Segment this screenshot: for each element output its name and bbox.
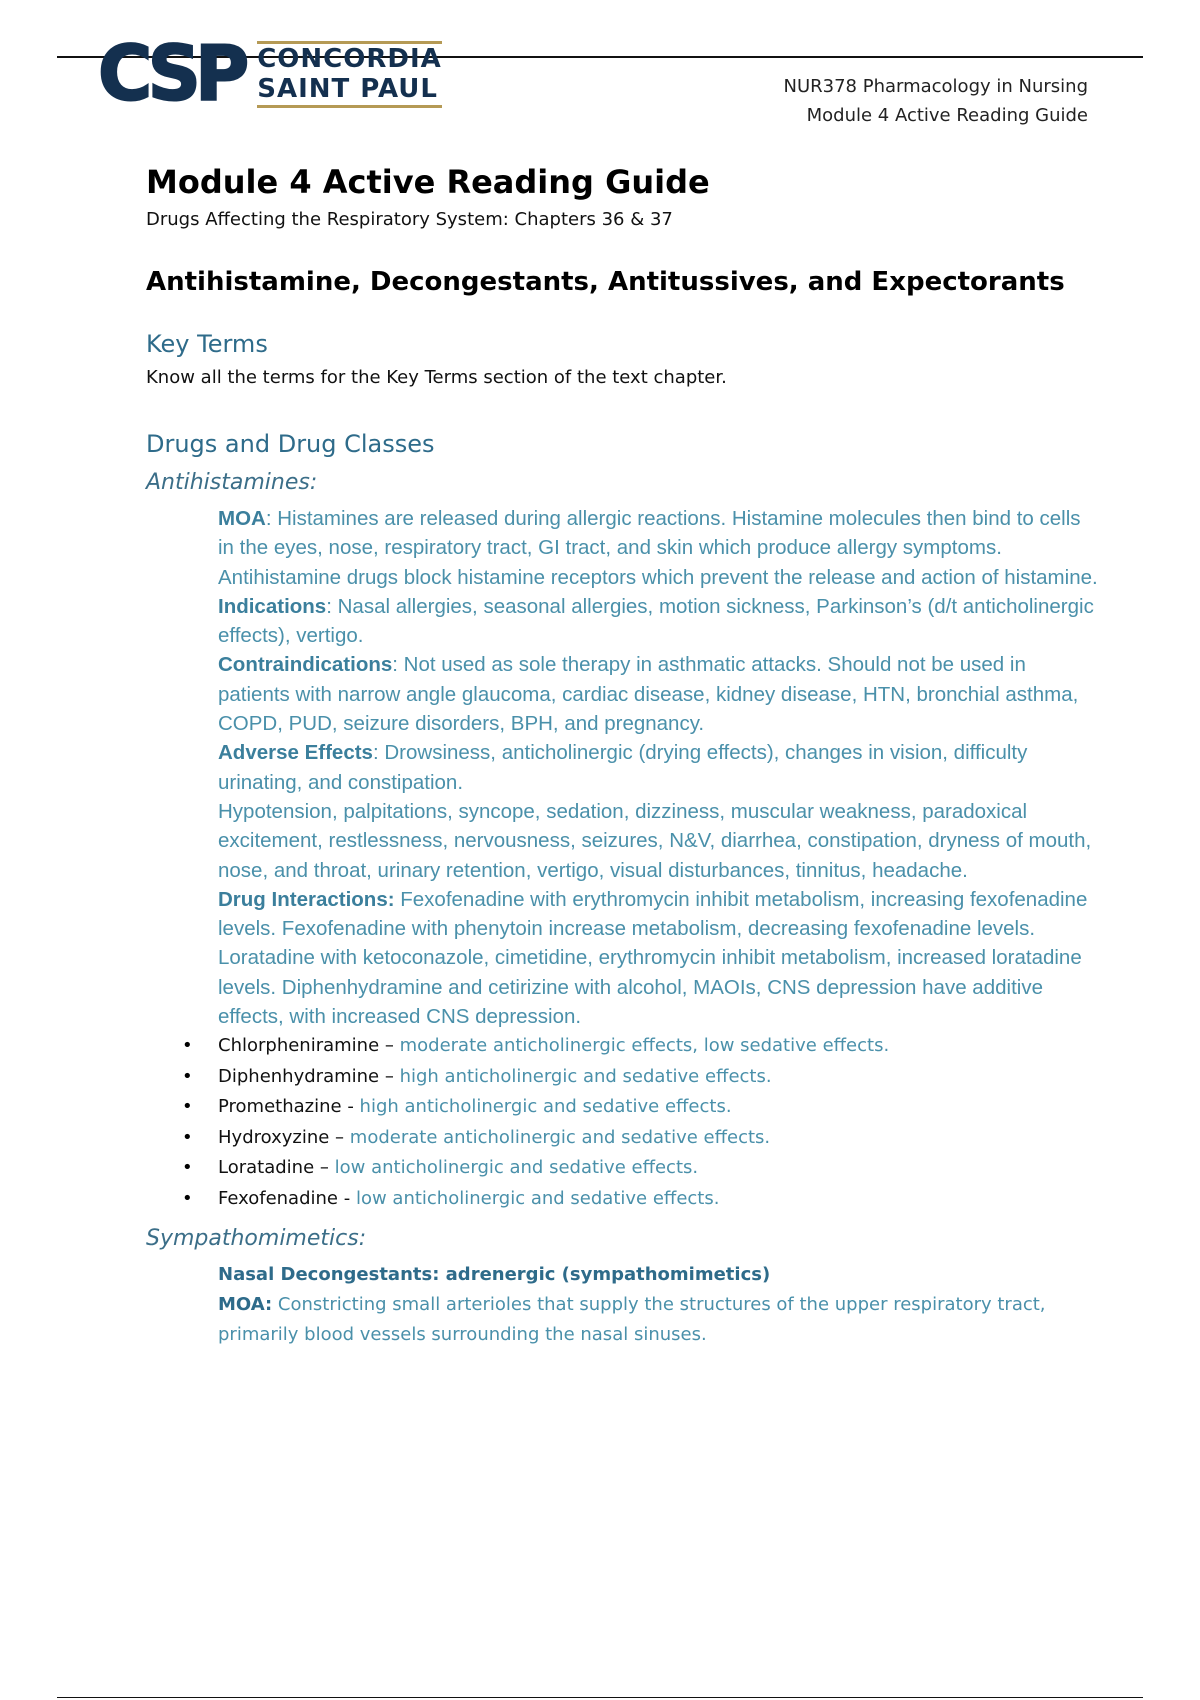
drug-effects: low anticholinergic and sedative effects. — [334, 1157, 699, 1179]
antihistamines-details — [218, 504, 1098, 1031]
drug-interactions-paragraph — [218, 885, 1098, 1031]
drug-name: Promethazine — [218, 1096, 342, 1118]
drug-list-item — [146, 1062, 1096, 1093]
indications-text: : Nasal allergies, seasonal allergies, motion sickness, Parkinson’s (d/t anticholinergic effects), vertigo. — [218, 594, 1094, 648]
contraindications-label: Contraindications — [218, 653, 393, 677]
document-body — [146, 160, 1096, 1350]
drug-separator: – — [379, 1065, 400, 1087]
bullet-icon: • — [182, 1126, 193, 1148]
drug-name: Loratadine — [218, 1157, 315, 1179]
drug-list-item — [146, 1123, 1096, 1154]
key-terms-text: Know all the terms for the Key Terms section of the text chapter. — [146, 367, 727, 388]
csp-logo — [98, 30, 442, 118]
bullet-icon: • — [182, 1157, 193, 1179]
bullet-icon: • — [182, 1035, 193, 1057]
module-name: Module 4 Active Reading Guide — [806, 105, 1088, 126]
bullet-icon: • — [182, 1096, 193, 1118]
drug-name: Chlorpheniramine — [218, 1035, 380, 1057]
drug-list-item — [146, 1092, 1096, 1123]
bullet-icon: • — [182, 1187, 193, 1209]
drug-interactions-text: Fexofenadine with erythromycin inhibit metabolism, increasing fexofenadine levels. Fexofenadine with phenytoin increase metabolism, decreasing fexofenadine levels. Loratadine with ketoconazole, cimetidine, erythromycin inhibit metabolism, increased loratadine levels. Diphenhydramine and cetirizine with alcohol, MAOIs, CNS depression have additive effects, with increased CNS depression. — [218, 887, 1088, 1029]
sympathomimetics-moa-text: Constricting small arterioles that supply the structures of the upper respiratory tract, primarily blood vessels surrounding the nasal sinuses. — [218, 1294, 1046, 1346]
drug-classes-heading: Drugs and Drug Classes — [146, 430, 435, 458]
sympathomimetics-moa — [218, 1290, 1098, 1350]
logo-mark: CSP — [98, 30, 244, 118]
moa-paragraph — [218, 504, 1098, 592]
drug-separator: - — [341, 1096, 360, 1118]
moa-text: : Histamines are released during allergic reactions. Histamine molecules then bind to cells in the eyes, nose, respiratory tract, GI tract, and skin which produce allergy symptoms. Antihistamine drugs block histamine receptors which prevent the release and action of histamine. — [218, 507, 1098, 589]
drug-name: Diphenhydramine — [218, 1065, 380, 1087]
contraindications-text: : Not used as sole therapy in asthmatic attacks. Should not be used in patients with narrow angle glaucoma, cardiac disease, kidney disease, HTN, bronchial asthma, COPD, PUD, seizure disorders, BPH, and pregnancy. — [218, 653, 1079, 736]
header-course-info — [783, 72, 1088, 130]
course-name: NUR378 Pharmacology in Nursing — [783, 76, 1088, 97]
drug-name: Hydroxyzine — [218, 1126, 330, 1148]
section-heading: Antihistamine, Decongestants, Antitussives, and Expectorants — [146, 267, 1065, 297]
drug-effects: low anticholinergic and sedative effects. — [355, 1187, 720, 1209]
indications-label: Indications — [218, 594, 327, 618]
logo-line-concordia: CONCORDIA — [257, 41, 442, 74]
drug-effects: high anticholinergic and sedative effects. — [359, 1096, 732, 1118]
moa-label: MOA — [218, 507, 266, 530]
drug-effects: high anticholinergic and sedative effects. — [399, 1065, 772, 1087]
drug-separator: - — [338, 1187, 356, 1209]
drug-effects: moderate anticholinergic effects, low sedative effects. — [399, 1035, 890, 1057]
drug-interactions-label: Drug Interactions: — [218, 887, 395, 911]
logo-words — [257, 41, 442, 108]
drug-separator: – — [329, 1126, 350, 1148]
bullet-icon: • — [182, 1065, 193, 1087]
page-subtitle: Drugs Affecting the Respiratory System: Chapters 36 & 37 — [146, 209, 673, 230]
sympathomimetics-heading: Sympathomimetics: — [146, 1226, 367, 1252]
sympathomimetics-details — [218, 1260, 1098, 1350]
antihistamine-drug-list — [146, 1031, 1096, 1214]
drug-list-item — [146, 1184, 1096, 1215]
adverse-effects-text: : Drowsiness, anticholinergic (drying effects), changes in vision, difficulty urinating, and constipation. — [218, 741, 1028, 794]
adverse-effects-paragraph — [218, 738, 1098, 797]
key-terms-heading: Key Terms — [146, 330, 268, 358]
antihistamines-heading: Antihistamines: — [146, 470, 318, 495]
drug-list-item — [146, 1031, 1096, 1062]
footer-rule — [57, 1697, 1143, 1698]
logo-line-saint-paul: SAINT PAUL — [257, 74, 442, 108]
nasal-decongestants-heading: Nasal Decongestants: adrenergic (sympathomimetics) — [218, 1264, 771, 1286]
drug-separator: – — [314, 1157, 335, 1179]
page-title: Module 4 Active Reading Guide — [146, 163, 710, 201]
drug-name: Fexofenadine — [218, 1187, 338, 1209]
adverse-effects-label: Adverse Effects — [218, 741, 373, 765]
sympathomimetics-moa-label: MOA: — [218, 1294, 273, 1316]
contraindications-paragraph — [218, 650, 1098, 738]
adverse-effects-more: Hypotension, palpitations, syncope, sedation, dizziness, muscular weakness, paradoxical excitement, restlessness, nervousness, seizures, N&V, diarrhea, constipation, dryness of mouth, nose, and throat, urinary retention, vertigo, visual disturbances, tinnitus, headache. — [218, 799, 1092, 882]
drug-separator: – — [379, 1035, 400, 1057]
indications-paragraph — [218, 592, 1098, 651]
drug-list-item — [146, 1153, 1096, 1184]
drug-effects: moderate anticholinergic and sedative effects. — [349, 1126, 771, 1148]
